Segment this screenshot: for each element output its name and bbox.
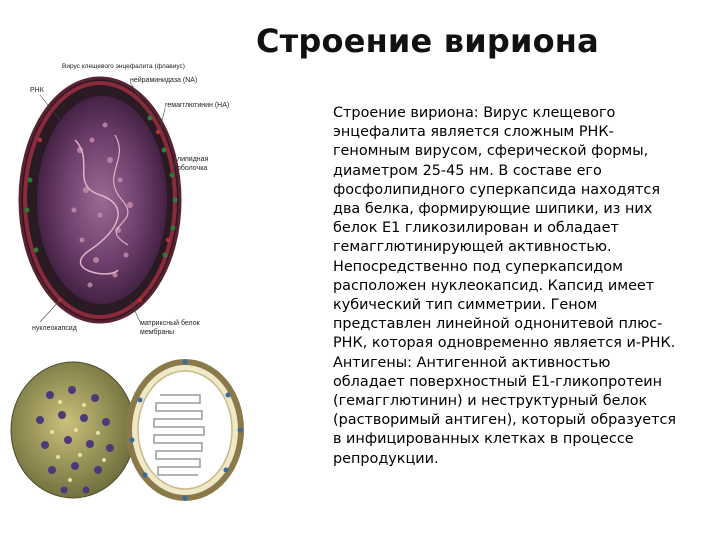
label-matrix-2: мембраны	[140, 329, 175, 336]
slide-title: Строение вириона	[256, 22, 599, 60]
label-lipid-1: липидная	[177, 156, 209, 163]
figure-caption: Вирус клещевого энцефалита (флавиус)	[62, 63, 185, 70]
label-rna: РНК	[30, 87, 44, 94]
icosahedral-capsid	[11, 362, 135, 498]
slide-body	[333, 104, 717, 469]
label-hemagglutinin: гемагглютинин (HA)	[165, 102, 230, 109]
main-virion	[20, 78, 180, 322]
label-nucleocapsid: нуклеокапсид	[32, 325, 77, 332]
paragraph-nucleocapsid: Непосредственно под суперкапсидом расположен нуклеокапсид. Капсид имеет кубический тип симметрии. Геном представлен линейной однонитевой плюс- РНК, которая одновременно является и-РНК.	[333, 258, 676, 352]
virion-diagram	[0, 0, 250, 540]
label-neuraminidase: нейраминидаза (NA)	[130, 77, 198, 84]
label-matrix-1: матриксный белок	[140, 320, 200, 327]
paragraph-antigens: Антигены: Антигенной активностью обладает поверхностный Е1-гликопротеин (гемагглютинин) и неструктурный белок (растворимый антиген), который образуется в инфицированных клетках в процессе репродукции.	[333, 354, 677, 467]
label-lipid-2: оболочка	[177, 165, 208, 172]
paragraph-structure: Строение вириона: Вирус клещевого энцефалита является сложным РНК- геномным вирусом, сферической формы, диаметром 25-45 нм. В составе его фосфолипидного суперкапсида находятся два белка, формирующие шипики, из них белок Е1 гликозилирован и обладает гемагглютинирующей активностью.	[333, 105, 661, 256]
virion-cross-section	[129, 360, 243, 501]
